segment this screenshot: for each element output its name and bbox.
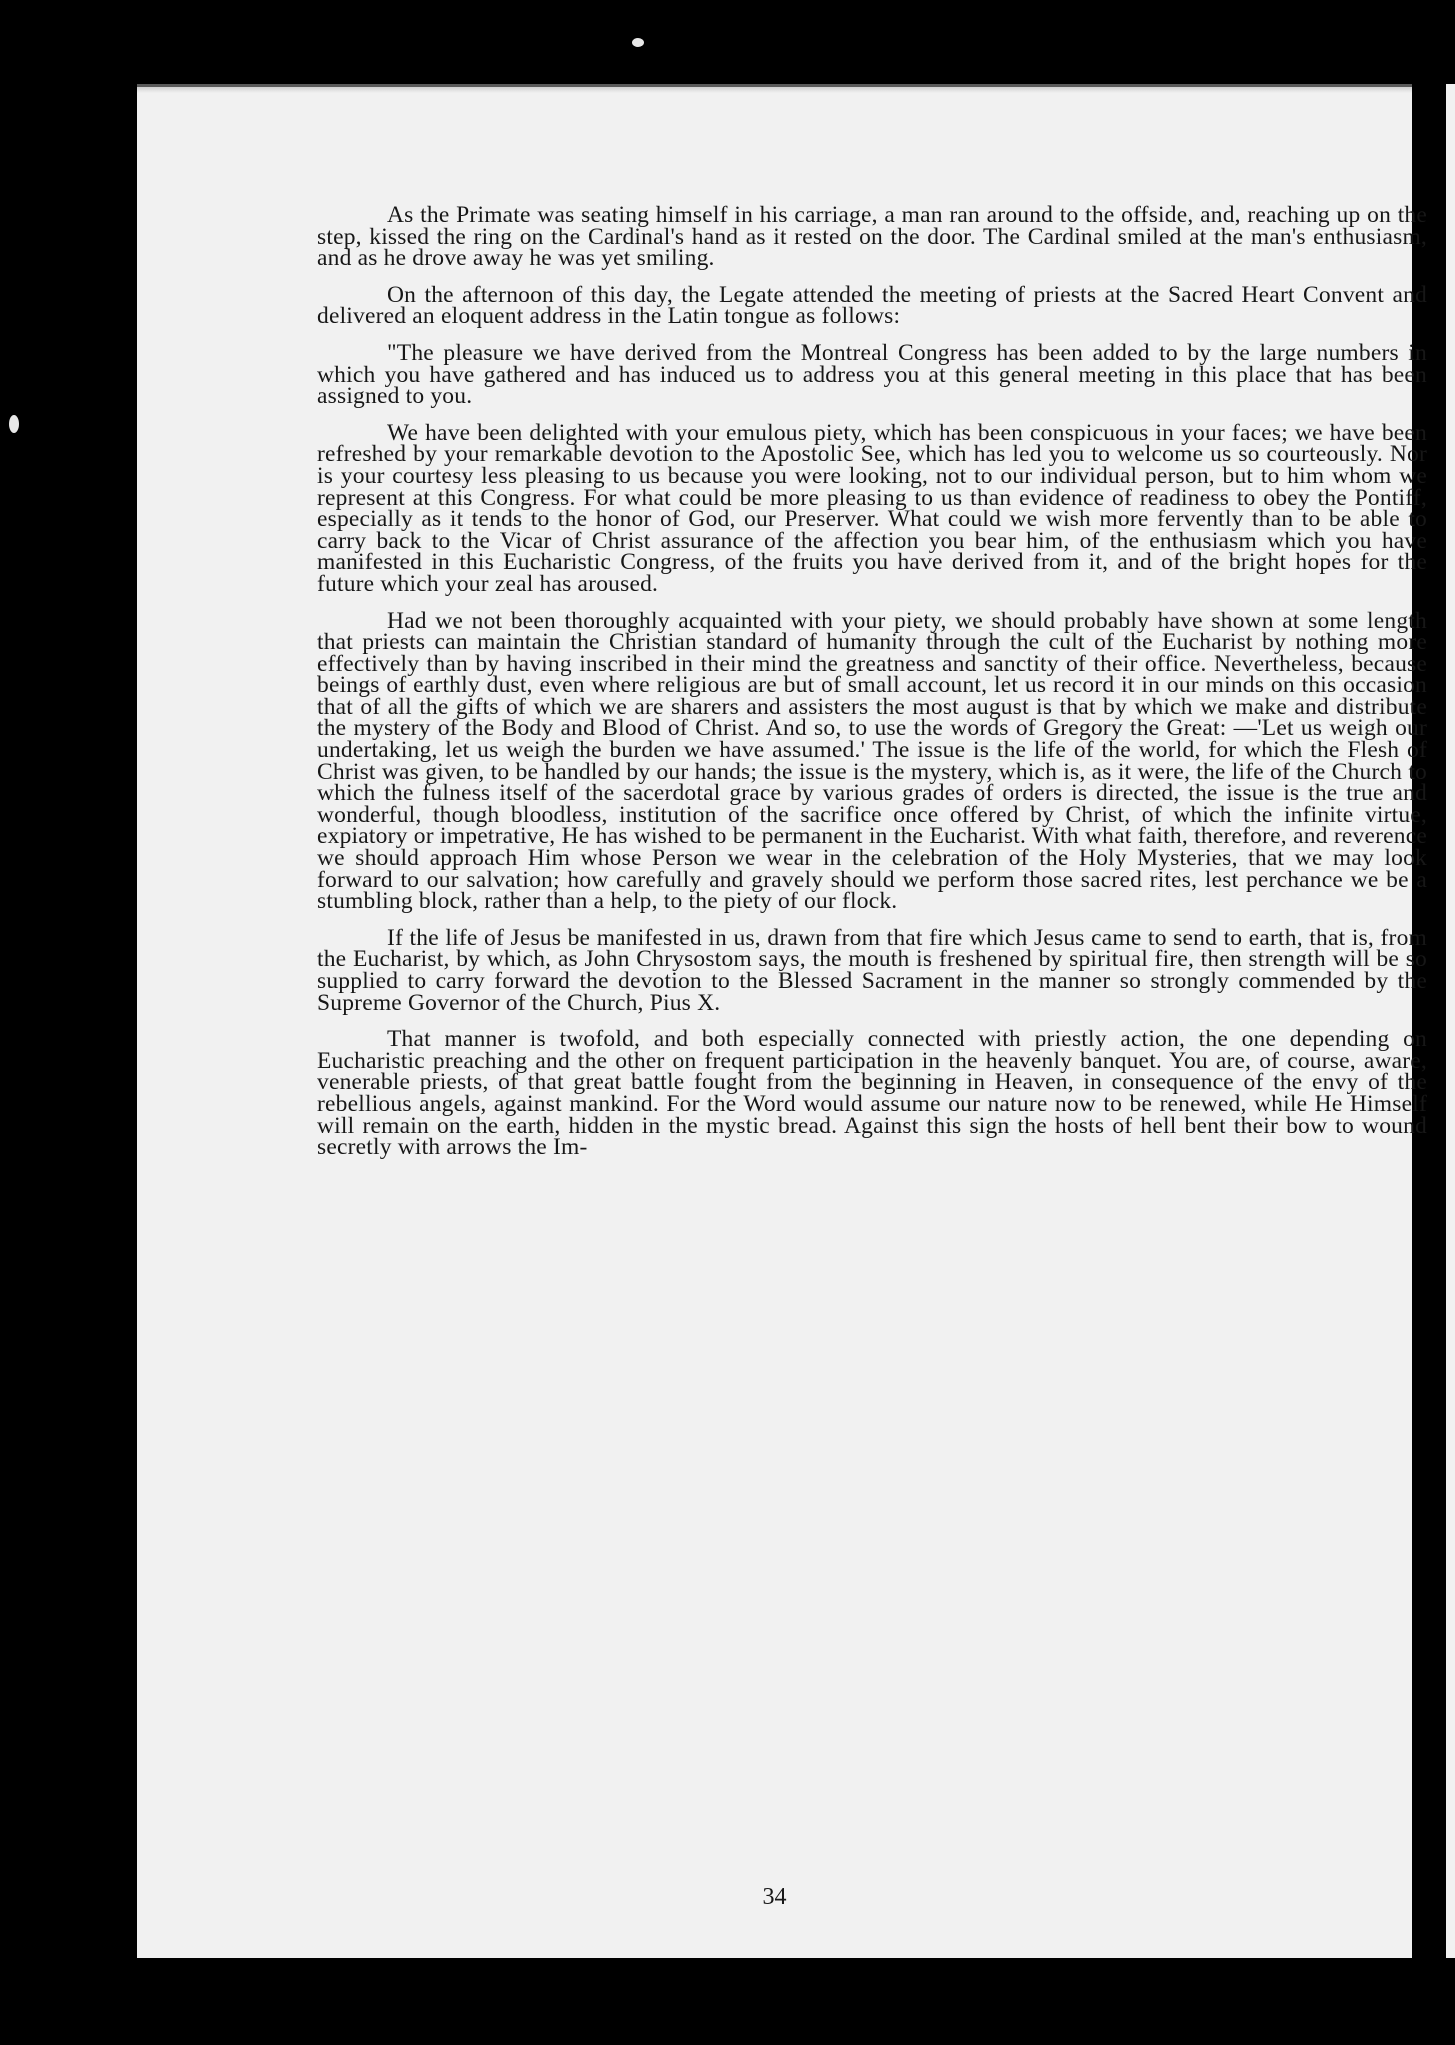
- next-page-edge: [1446, 84, 1455, 1958]
- body-text: [317, 202, 1427, 1174]
- paragraph-6: If the life of Jesus be manifested in us, drawn from that fire which Jesus came to send to earth, that is, from the Eucharist, by which, as John Chrysostom says, the mouth is freshened by spiritual fire, then strength will be so supplied to carry forward the devotion to the Blessed Sacrament in the manner so strongly commended by the Supreme Governor of the Church, Pius X.: [317, 924, 1427, 1016]
- film-speck-left: [9, 415, 19, 433]
- film-speck-top: [632, 38, 644, 47]
- page-number: 34: [762, 1884, 787, 1910]
- paragraph-7: That manner is twofold, and both especially connected with priestly action, the one depending on Eucharistic preaching and the other on frequent participation in the heavenly banquet. You are, of course, aware, venerable priests, of that great battle fought from the beginning in Heaven, in consequence of the envy of the rebellious angels, against mankind. For the Word would assume our nature now to be renewed, while He Himself will remain on the earth, hidden in the mystic bread. Against this sign the hosts of hell bent their bow to wound secretly with arrows the Im-: [317, 1026, 1427, 1161]
- paragraph-1: As the Primate was seating himself in his carriage, a man ran around to the offside, and, reaching up on the step, kissed the ring on the Cardinal's hand as it rested on the door. The Cardinal smiled at the man's enthusiasm, and as he drove away he was yet smiling.: [317, 202, 1427, 272]
- book-page: [137, 84, 1427, 1958]
- paragraph-2: On the afternoon of this day, the Legate attended the meeting of priests at the Sacred Heart Convent and delivered an eloquent address in the Latin tongue as follows:: [317, 281, 1427, 330]
- paragraph-5: Had we not been thoroughly acquainted with your piety, we should probably have shown at some length that priests can maintain the Christian standard of humanity through the cult of the Eucharist by nothing more effectively than by having inscribed in their mind the greatness and sanctity of their office. Nevertheless, because beings of earthly dust, even where religious are but of small account, let us record it in our minds on this occasion that of all the gifts of which we are sharers and assisters the most august is that by which we make and distribute the mystery of the Body and Blood of Christ. And so, to use the words of Gregory the Great: —'Let us weigh our undertaking, let us weigh the burden we have assumed.' The issue is the life of the world, for which the Flesh of Christ was given, to be handled by our hands; the issue is the mystery, which is, as it were, the life of the Church to which the fulness itself of the sacerdotal grace by various grades of orders is directed, the issue is the true and wonderful, though bloodless, institution of the sacrifice once offered by Christ, of which the infinite virtue, expiatory or impetrative, He has wished to be permanent in the Eucharist. With what faith, therefore, and reverence we should approach Him whose Person we wear in the celebration of the Holy Mysteries, that we may look forward to our salvation; how carefully and gravely should we perform those sacred rites, lest perchance we be a stumbling block, rather than a help, to the piety of our flock.: [317, 607, 1427, 915]
- paragraph-3: "The pleasure we have derived from the Montreal Congress has been added to by the large numbers in which you have gathered and has induced us to address you at this general meeting in this place that has been assigned to you.: [317, 339, 1427, 410]
- paragraph-4: We have been delighted with your emulous piety, which has been conspicuous in your faces; we have been refreshed by your remarkable devotion to the Apostolic See, which has led you to welcome us so courteously. Nor is your courtesy less pleasing to us because you were looking, not to our individual person, but to him whom we represent at this Congress. For what could be more pleasing to us than evidence of readiness to obey the Pontiff, especially as it tends to the honor of God, our Preserver. What could we wish more fervently than to be able to carry back to the Vicar of Christ assurance of the affection you bear him, of the enthusiasm which you have manifested in this Eucharistic Congress, of the fruits you have derived from it, and of the bright hopes for the future which your zeal has aroused.: [317, 419, 1427, 597]
